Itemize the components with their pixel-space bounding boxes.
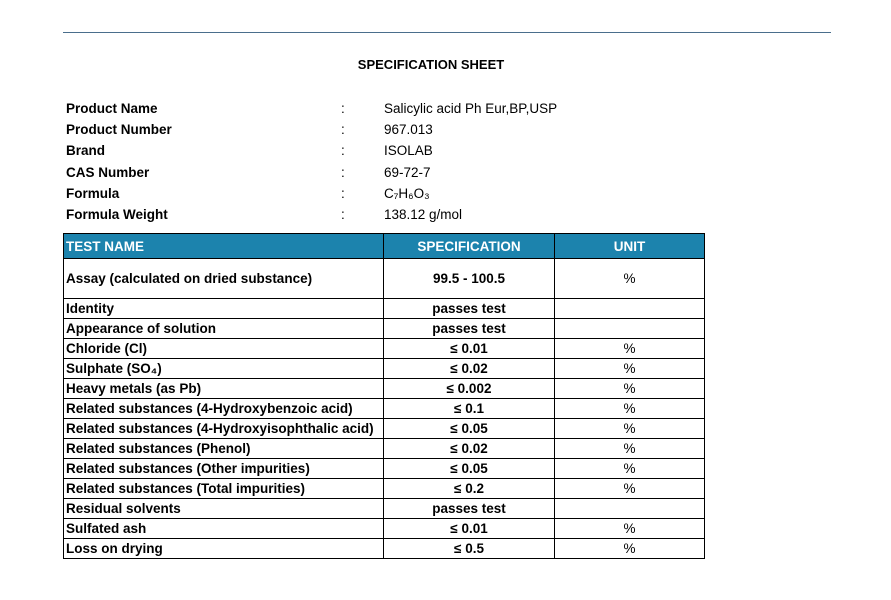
table-row (64, 259, 705, 299)
table-row (64, 339, 705, 359)
unit-cell (555, 499, 705, 519)
info-colon: : (341, 164, 345, 180)
info-value: 967.013 (384, 122, 433, 138)
table-header-row (64, 234, 705, 259)
table-row (64, 519, 705, 539)
info-label: Brand (66, 143, 106, 159)
spec-cell: ≤ 0.2 (384, 479, 555, 499)
test-name-cell: Chloride (Cl) (64, 339, 384, 359)
header-unit: UNIT (555, 234, 705, 259)
unit-cell: % (555, 339, 705, 359)
test-name-cell: Related substances (Phenol) (64, 439, 384, 459)
info-label: Product Number (66, 122, 172, 138)
test-name-cell: Appearance of solution (64, 319, 384, 339)
header-specification: SPECIFICATION (384, 234, 555, 259)
test-name-cell: Loss on drying (64, 539, 384, 559)
info-label: Product Name (66, 101, 158, 116)
table-row (64, 459, 705, 479)
test-name-cell: Related substances (4-Hydroxyisophthalic acid) (64, 419, 384, 439)
table-row (64, 359, 705, 379)
spec-cell: 99.5 - 100.5 (384, 259, 555, 299)
test-name-cell: Residual solvents (64, 499, 384, 519)
unit-cell: % (555, 419, 705, 439)
top-divider (63, 32, 831, 33)
test-name-cell: Related substances (Other impurities) (64, 459, 384, 479)
info-colon: : (341, 185, 345, 201)
header-test-name: TEST NAME (64, 234, 384, 259)
info-label: CAS Number (66, 164, 150, 180)
spec-cell: passes test (384, 299, 555, 319)
unit-cell: % (555, 359, 705, 379)
info-colon: : (341, 206, 345, 222)
table-row (64, 439, 705, 459)
unit-cell: % (555, 399, 705, 419)
info-label: Formula (66, 185, 120, 201)
spec-cell: ≤ 0.5 (384, 539, 555, 559)
specification-table (63, 233, 705, 559)
table-row (64, 539, 705, 559)
info-value: ISOLAB (384, 143, 433, 159)
spec-cell: passes test (384, 499, 555, 519)
test-name-cell: Assay (calculated on dried substance) (64, 259, 384, 299)
test-name-cell: Identity (64, 299, 384, 319)
unit-cell: % (555, 479, 705, 499)
unit-cell (555, 319, 705, 339)
table-row (64, 479, 705, 499)
table-row (64, 299, 705, 319)
spec-cell: ≤ 0.05 (384, 419, 555, 439)
table-row (64, 319, 705, 339)
table-row (64, 399, 705, 419)
info-label: Formula Weight (66, 206, 168, 222)
unit-cell: % (555, 439, 705, 459)
info-value: C₇H₆O₃ (384, 185, 430, 201)
unit-cell: % (555, 539, 705, 559)
unit-cell: % (555, 259, 705, 299)
info-colon: : (341, 101, 345, 116)
spec-cell: passes test (384, 319, 555, 339)
unit-cell: % (555, 379, 705, 399)
spec-cell: ≤ 0.01 (384, 339, 555, 359)
info-colon: : (341, 143, 345, 159)
table-row (64, 499, 705, 519)
test-name-cell: Related substances (4-Hydroxybenzoic acid) (64, 399, 384, 419)
spec-cell: ≤ 0.002 (384, 379, 555, 399)
spec-cell: ≤ 0.02 (384, 439, 555, 459)
unit-cell: % (555, 459, 705, 479)
test-name-cell: Sulphate (SO₄) (64, 359, 384, 379)
spec-cell: ≤ 0.01 (384, 519, 555, 539)
unit-cell: % (555, 519, 705, 539)
page-title: SPECIFICATION SHEET (357, 57, 505, 72)
info-value: Salicylic acid Ph Eur,BP,USP (384, 101, 558, 116)
table-row (64, 419, 705, 439)
test-name-cell: Heavy metals (as Pb) (64, 379, 384, 399)
test-name-cell: Sulfated ash (64, 519, 384, 539)
test-name-cell: Related substances (Total impurities) (64, 479, 384, 499)
info-colon: : (341, 122, 345, 138)
table-row (64, 379, 705, 399)
spec-cell: ≤ 0.1 (384, 399, 555, 419)
info-value: 69-72-7 (384, 164, 431, 180)
unit-cell (555, 299, 705, 319)
spec-cell: ≤ 0.05 (384, 459, 555, 479)
info-value: 138.12 g/mol (384, 206, 463, 222)
spec-cell: ≤ 0.02 (384, 359, 555, 379)
